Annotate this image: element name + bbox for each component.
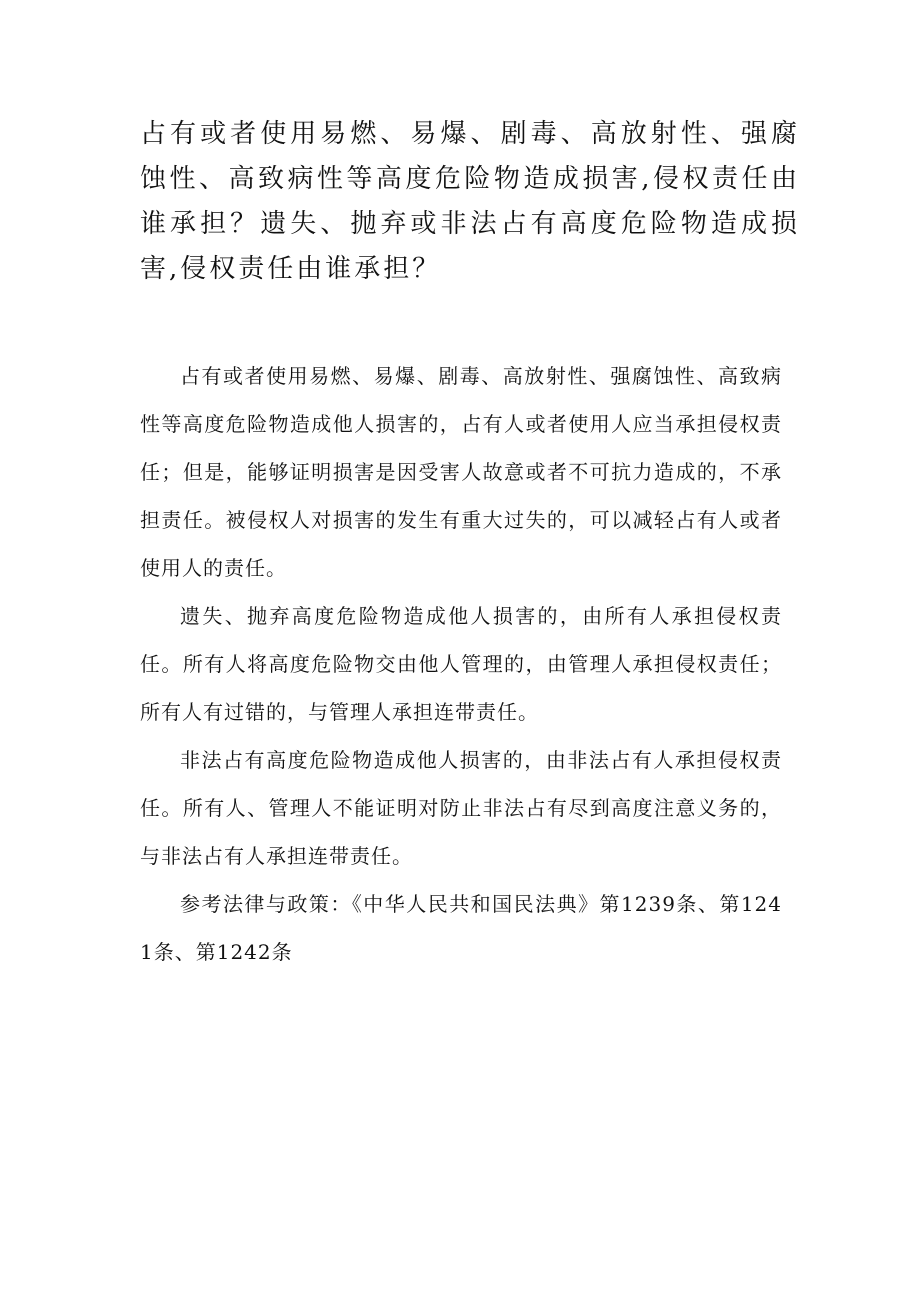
document-title: 占有或者使用易燃、易爆、剧毒、高放射性、强腐蚀性、高致病性等高度危险物造成损害,侵权责任由谁承担？遗失、抛弃或非法占有高度危险物造成损害,侵权责任由谁承担？ bbox=[140, 119, 800, 284]
paragraph-illegal-possession-liability: 非法占有高度危险物造成他人损害的，由非法占有人承担侵权责任。所有人、管理人不能证明对防止非法占有尽到高度注意义务的，与非法占有人承担连带责任。 bbox=[140, 748, 782, 868]
document-body bbox=[140, 352, 782, 976]
paragraph-possession-liability: 占有或者使用易燃、易爆、剧毒、高放射性、强腐蚀性、高致病性等高度危险物造成他人损害的，占有人或者使用人应当承担侵权责任；但是，能够证明损害是因受害人故意或者不可抗力造成的，不承担责任。被侵权人对损害的发生有重大过失的，可以减轻占有人或者使用人的责任。 bbox=[140, 364, 782, 580]
paragraph-legal-reference: 参考法律与政策：《中华人民共和国民法典》第1239条、第1241条、第1242条 bbox=[140, 892, 782, 964]
paragraph-abandonment-liability: 遗失、抛弃高度危险物造成他人损害的，由所有人承担侵权责任。所有人将高度危险物交由他人管理的，由管理人承担侵权责任；所有人有过错的，与管理人承担连带责任。 bbox=[140, 604, 782, 724]
